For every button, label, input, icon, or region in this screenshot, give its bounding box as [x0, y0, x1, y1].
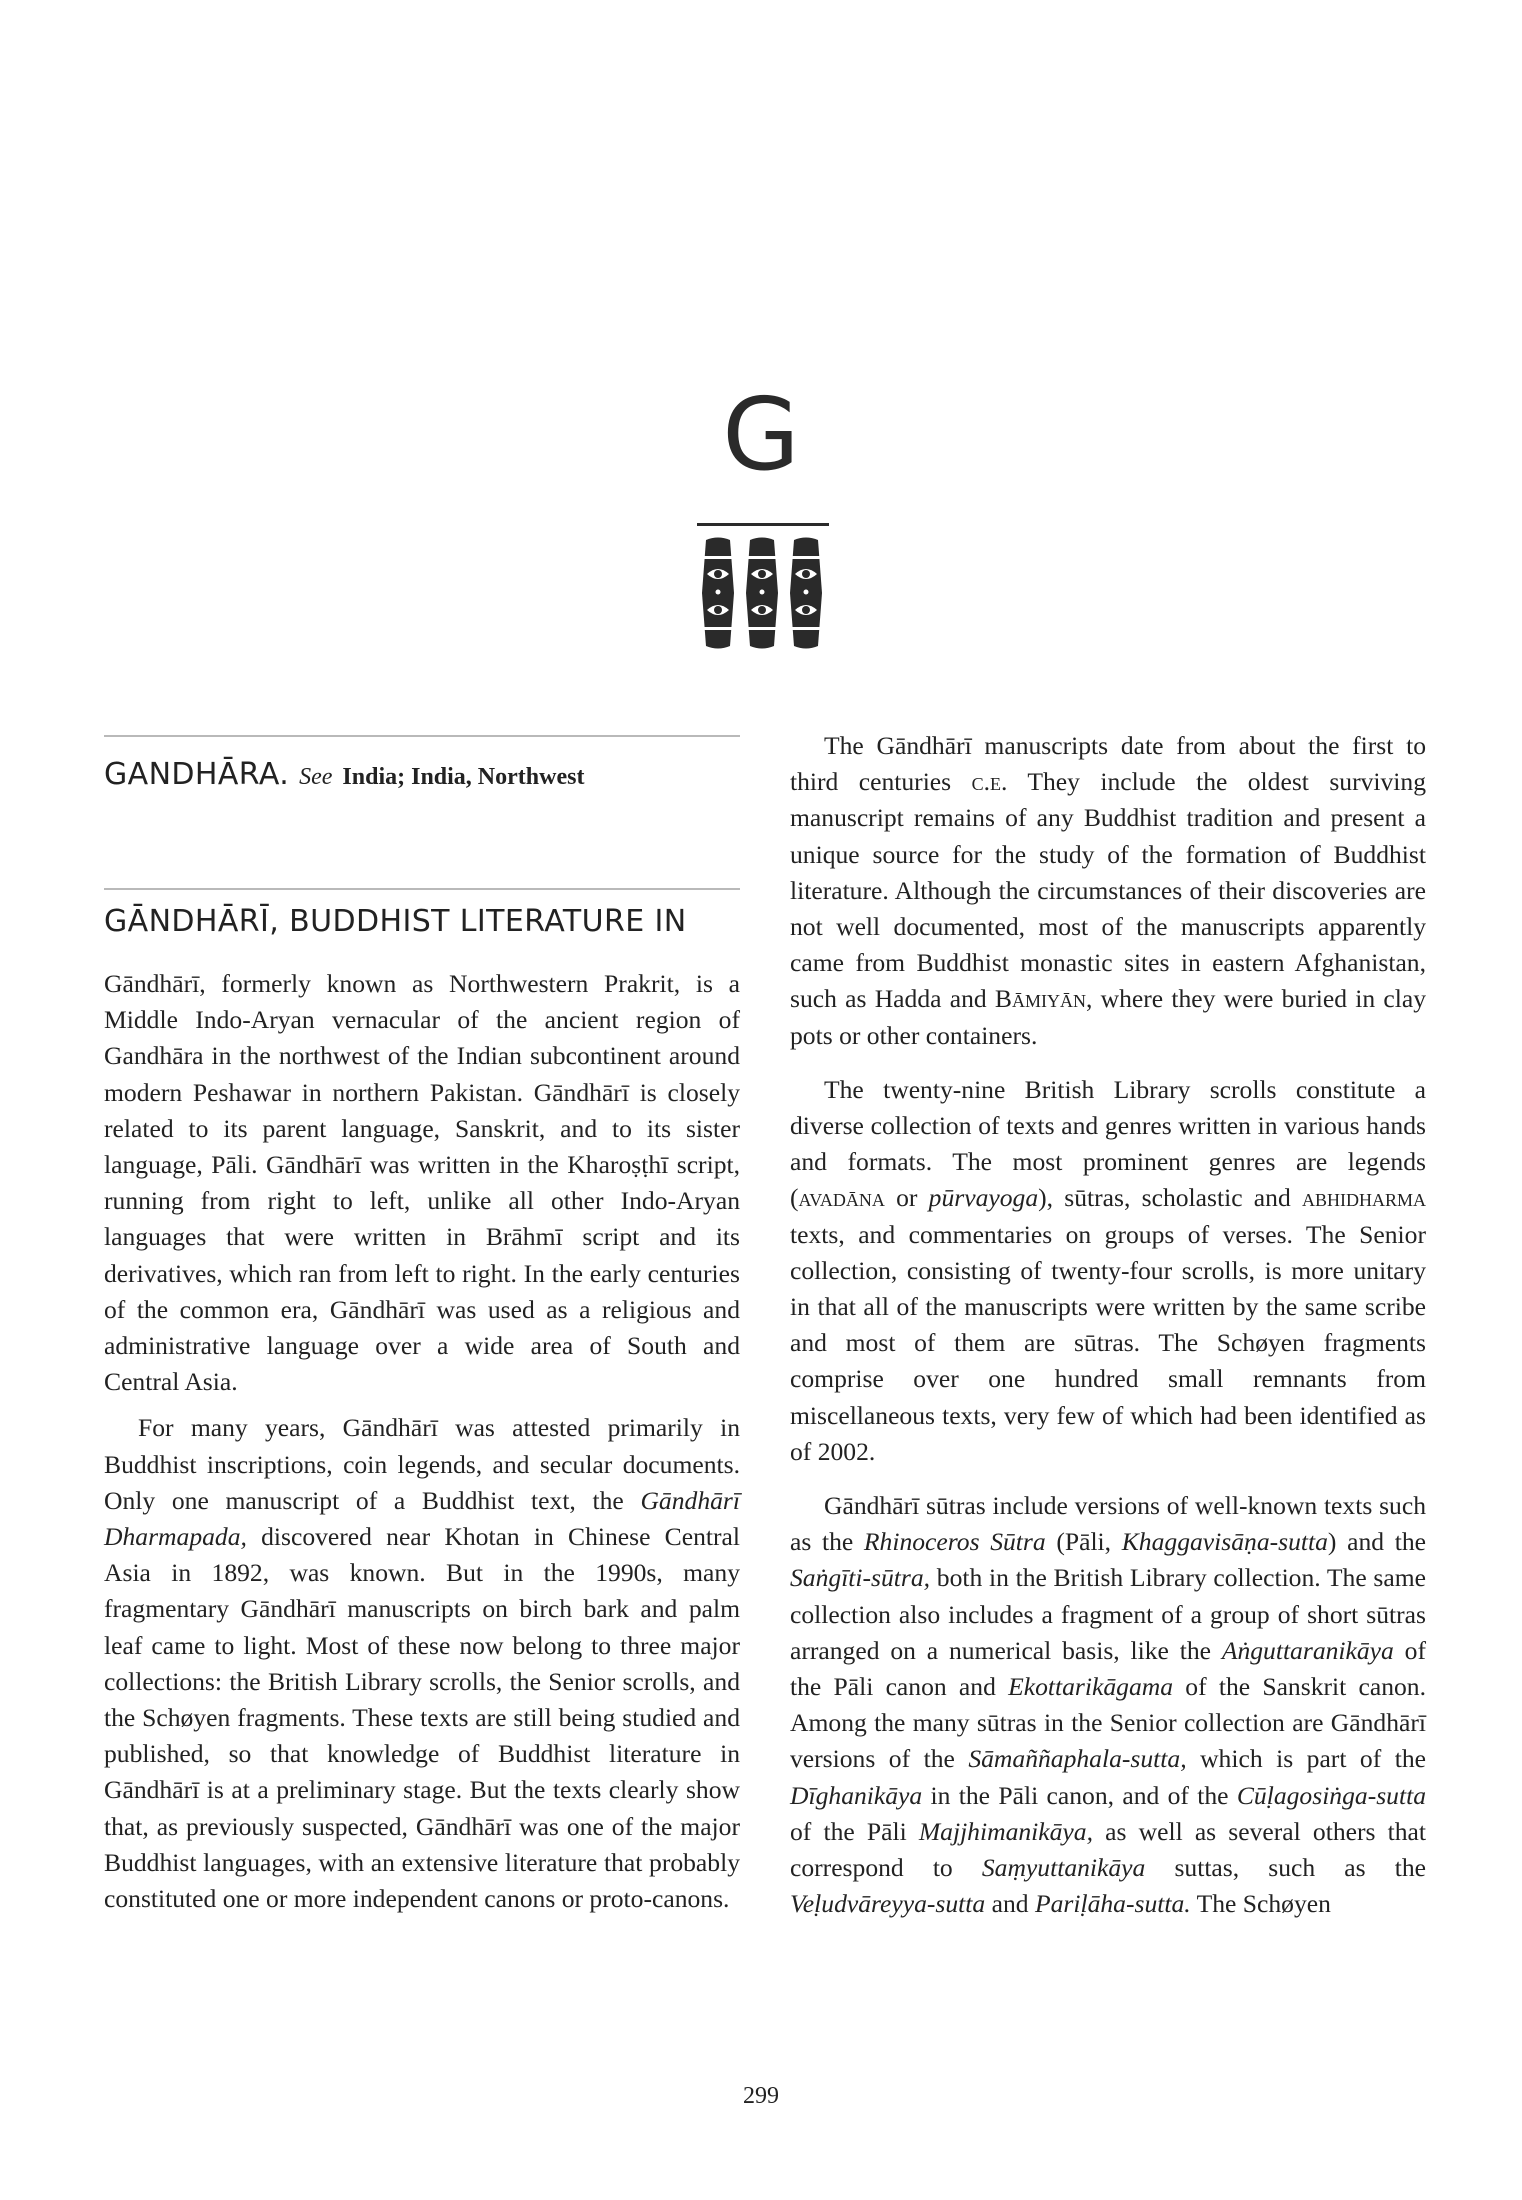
- entry-divider: [104, 735, 740, 737]
- text-run: For many years, Gāndhārī was attested primarily in Buddhist inscriptions, coin legends, and secular documents. Only one manuscript of a Buddhist text, the: [104, 1413, 740, 1515]
- text-run: The twenty-nine British Library scrolls constitute a diverse collection of texts and genres written in various hands and formats. The most prominent genres are legends (: [790, 1074, 1426, 1213]
- text-run: ) and the: [1327, 1527, 1426, 1557]
- text-run: of the Pāli canon and: [790, 1635, 1426, 1702]
- italic-title: Majjhimanikāya,: [918, 1816, 1093, 1846]
- paragraph: [790, 1072, 1426, 1470]
- italic-title: Ekottarikāgama: [1008, 1672, 1174, 1702]
- italic-title: Rhinoceros Sūtra: [863, 1527, 1046, 1557]
- text-run: in the Pāli canon, and of the: [922, 1780, 1237, 1810]
- text-run: ), sūtras, scholastic and: [1038, 1183, 1302, 1213]
- entry-heading-gandhari: GĀNDHĀRĪ, BUDDHIST LITERATURE IN: [104, 904, 687, 939]
- cross-reference-link[interactable]: abhidharma: [1301, 1183, 1426, 1213]
- text-run: of the Sanskrit canon. Among the many sūtras in the Senior collection are Gāndhārī versions of the: [790, 1672, 1426, 1774]
- paragraph: [790, 1488, 1426, 1922]
- text-run: both in the British Library collection. The same collection also includes a fragment of a group of short sūtras arranged on a numerical basis, like the: [790, 1563, 1426, 1665]
- text-run: The Schøyen: [1190, 1889, 1331, 1919]
- cross-reference-link[interactable]: avadāna: [798, 1183, 885, 1213]
- era-abbreviation: c.e.: [971, 767, 1008, 797]
- text-run: and: [985, 1889, 1035, 1919]
- text-run: as well as several others that correspond to: [790, 1816, 1426, 1883]
- see-label: See: [299, 764, 333, 790]
- section-letter-rule: [697, 523, 829, 526]
- paragraph: Gāndhārī, formerly known as Northwestern Prakrit, is a Middle Indo-Aryan vernacular of the ancient region of Gandhāra in the northwest of the Indian subcontinent around modern Peshawar in northern Pakistan. Gāndhārī is closely related to its parent language, Sanskrit, and to its sister language, Pāli. Gāndhārī was written in the Kharoṣṭhī script, running from right to left, unlike all other Indo-Aryan languages that were written in Brāhmī script and its derivatives, which ran from left to right. In the early centuries of the common era, Gāndhārī was used as a religious and administrative language over a wide area of South and Central Asia.: [104, 969, 740, 1397]
- cross-reference-link[interactable]: Bāmiyān: [994, 984, 1086, 1014]
- text-run: They include the oldest surviving manuscript remains of any Buddhist tradition and present a unique source for the study of the formation of Buddhist literature. Although the circumstances of their discoveries are not well documented, most of the manuscripts apparently came from Buddhist monastic sites in eastern Afghanistan, such as Hadda and: [790, 767, 1427, 1014]
- text-run: of the Pāli: [790, 1816, 919, 1846]
- paragraph: [790, 728, 1426, 1054]
- text-run: suttas, such as the: [1145, 1853, 1426, 1883]
- cross-reference-link[interactable]: India; India, Northwest: [342, 764, 585, 790]
- italic-title: Cūḷagosiṅga-sutta: [1236, 1780, 1426, 1810]
- paragraph: [104, 1410, 740, 1917]
- entry-divider: [104, 888, 740, 890]
- section-letter: G: [722, 376, 800, 493]
- text-run: (Pāli,: [1045, 1527, 1122, 1557]
- text-run: The Gāndhārī manuscripts date from about the first to third centuries: [790, 731, 1426, 797]
- italic-title: Veḷudvāreyya-sutta: [790, 1889, 986, 1919]
- text-run: texts, and commentaries on groups of verses. The Senior collection, consisting of twenty-four scrolls, is more unitary in that all of the manuscripts were written by the same scribe and most of them are sūtras. The Schøyen fragments comprise over one hundred small remnants from miscellaneous texts, very few of which had been identified as of 2002.: [790, 1219, 1426, 1466]
- italic-term: pūrvayoga: [928, 1183, 1039, 1213]
- right-column: [790, 728, 1426, 1923]
- italic-title: Saṃyuttanikāya: [981, 1853, 1146, 1883]
- italic-title: Khaggavisāṇa-sutta: [1121, 1527, 1328, 1557]
- italic-title: Dīghanikāya: [790, 1780, 923, 1810]
- text-run: , where they were buried in clay pots or other containers.: [790, 984, 1426, 1050]
- italic-title: Gāndhārī Dharmapada,: [104, 1485, 740, 1552]
- entry-heading-gandhara: [104, 757, 740, 793]
- italic-title: Sāmaññaphala-sutta,: [968, 1744, 1187, 1774]
- left-column: [104, 735, 740, 1917]
- italic-title: Pariḷāha-sutta.: [1034, 1889, 1191, 1919]
- text-run: Gāndhārī sūtras include versions of well-known texts such as the: [790, 1491, 1426, 1557]
- text-run: or: [884, 1183, 929, 1213]
- entry-title: GANDHĀRA.: [104, 757, 290, 792]
- page-number: 299: [743, 2083, 779, 2109]
- decorative-ornament-icon: [696, 536, 828, 650]
- text-run: discovered near Khotan in Chinese Central Asia in 1892, was known. But in the 1990s, many fragmentary Gāndhārī manuscripts on birch bark and palm leaf came to light. Most of these now belong to three major collections: the British Library scrolls, the Senior scrolls, and the Schøyen fragments. These texts are still being studied and published, so that knowledge of Buddhist literature in Gāndhārī is at a preliminary stage. But the texts clearly show that, as previously suspected, Gāndhārī was one of the major Buddhist languages, with an extensive literature that probably constituted one or more independent canons or proto-canons.: [104, 1522, 740, 1914]
- text-run: which is part of the: [1186, 1744, 1426, 1774]
- italic-title: Saṅgīti-sūtra,: [790, 1563, 931, 1593]
- italic-title: Aṅguttaranikāya: [1221, 1635, 1394, 1665]
